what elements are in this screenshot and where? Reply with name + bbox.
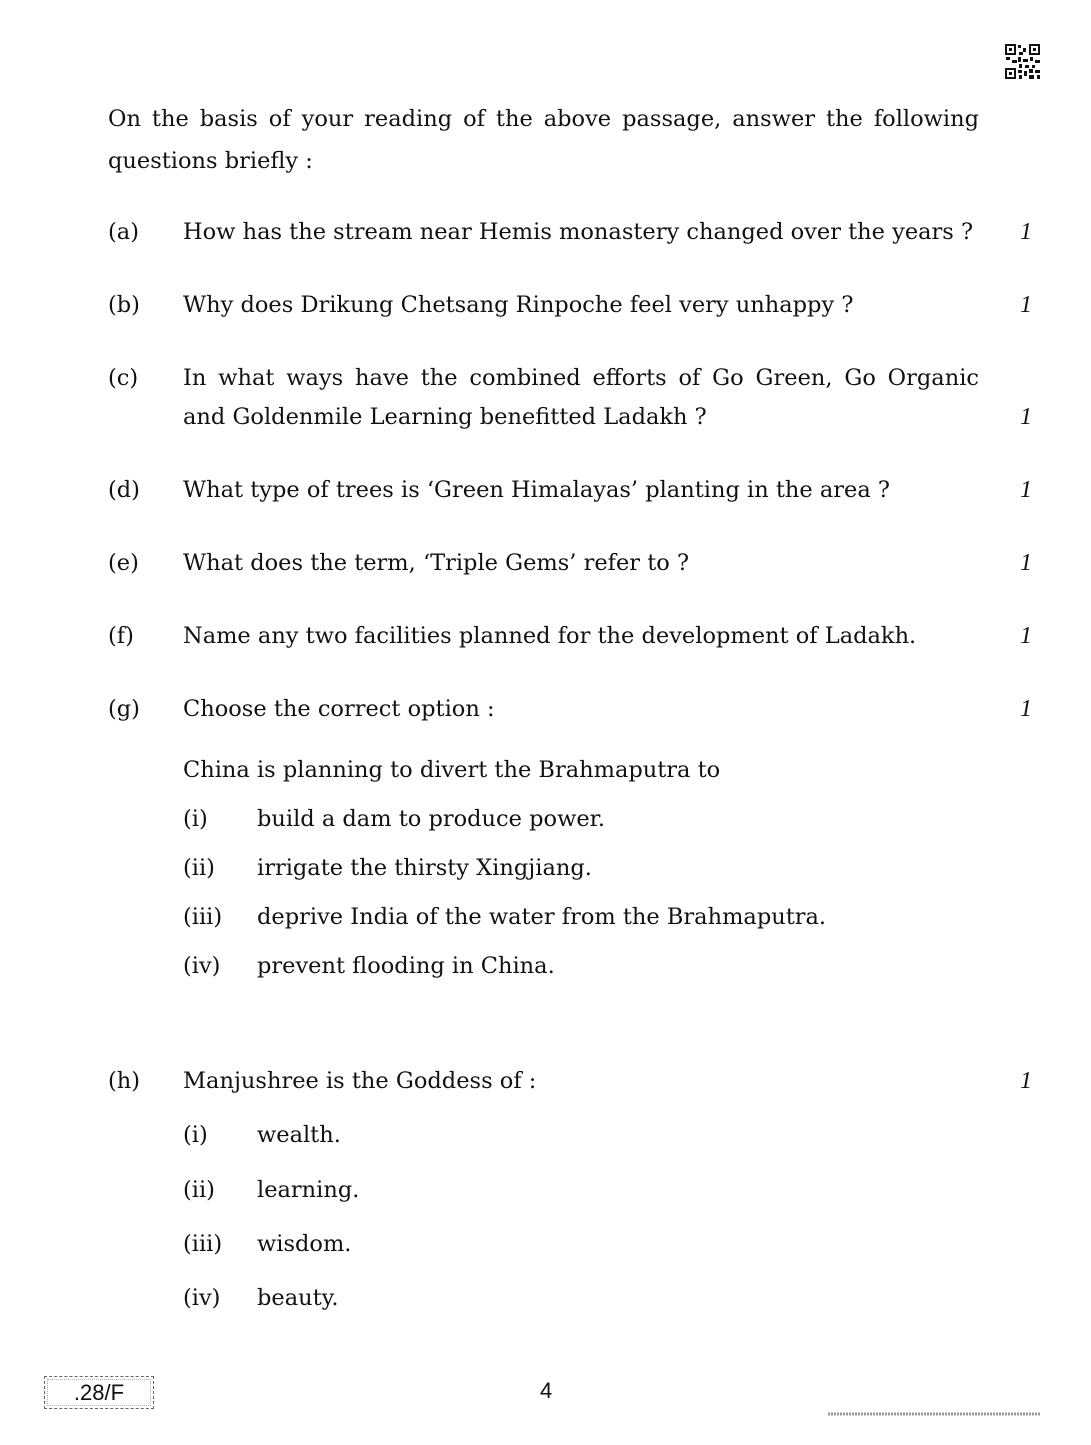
question-text: Why does Drikung Chetsang Rinpoche feel very unhappy ?	[183, 292, 854, 318]
question-marks: 1	[1020, 623, 1032, 649]
question-marks: 1	[1020, 696, 1032, 722]
option-text: beauty.	[257, 1285, 339, 1311]
question-marks: 1	[1020, 1068, 1032, 1094]
option-text: wealth.	[257, 1122, 341, 1148]
question-label: (a)	[108, 219, 139, 245]
question-marks: 1	[1020, 292, 1032, 318]
question-text: What does the term, ‘Triple Gems’ refer to ?	[183, 550, 690, 576]
question-text-line-2: and Goldenmile Learning benefitted Ladakh ?	[183, 404, 707, 430]
option-text: prevent flooding in China.	[257, 953, 555, 979]
question-text: Choose the correct option :	[183, 696, 495, 722]
page-number: 4	[540, 1378, 553, 1403]
option-text: learning.	[257, 1177, 360, 1203]
option-label: (iv)	[183, 953, 221, 979]
intro-line-1: On the basis of your reading of the above passage, answer the following	[108, 106, 979, 132]
microprint-strip	[828, 1411, 1040, 1417]
question-marks: 1	[1020, 477, 1032, 503]
question-marks: 1	[1020, 404, 1032, 430]
question-text	[183, 359, 979, 437]
option-label: (ii)	[183, 1177, 215, 1203]
option-text: irrigate the thirsty Xingjiang.	[257, 855, 592, 881]
question-text: Name any two facilities planned for the development of Ladakh.	[183, 623, 917, 649]
option-label: (ii)	[183, 855, 215, 881]
option-label: (i)	[183, 806, 208, 832]
option-label: (i)	[183, 1122, 208, 1148]
option-label: (iv)	[183, 1285, 221, 1311]
question-label: (d)	[108, 477, 140, 503]
option-text: deprive India of the water from the Brahmaputra.	[257, 904, 827, 930]
question-text: What type of trees is ‘Green Himalayas’ planting in the area ?	[183, 477, 890, 503]
option-label: (iii)	[183, 1231, 223, 1257]
question-stem: China is planning to divert the Brahmaputra to	[183, 757, 721, 783]
question-label: (h)	[108, 1068, 141, 1094]
question-label: (b)	[108, 292, 140, 318]
option-label: (iii)	[183, 904, 223, 930]
intro-instruction	[108, 98, 979, 182]
question-text: Manjushree is the Goddess of :	[183, 1068, 537, 1094]
question-text-line-1: In what ways have the combined efforts of Go Green, Go Organic	[183, 365, 979, 391]
intro-line-2: questions briefly :	[108, 148, 313, 174]
option-text: build a dam to produce power.	[257, 806, 606, 832]
question-marks: 1	[1020, 219, 1032, 245]
option-text: wisdom.	[257, 1231, 352, 1257]
question-label: (c)	[108, 365, 139, 391]
paper-code-box: .28/F	[44, 1376, 154, 1409]
question-label: (g)	[108, 696, 140, 722]
question-marks: 1	[1020, 550, 1032, 576]
question-label: (f)	[108, 623, 134, 649]
question-label: (e)	[108, 550, 139, 576]
qr-code-icon	[1004, 43, 1041, 80]
question-text: How has the stream near Hemis monastery changed over the years ?	[183, 219, 974, 245]
